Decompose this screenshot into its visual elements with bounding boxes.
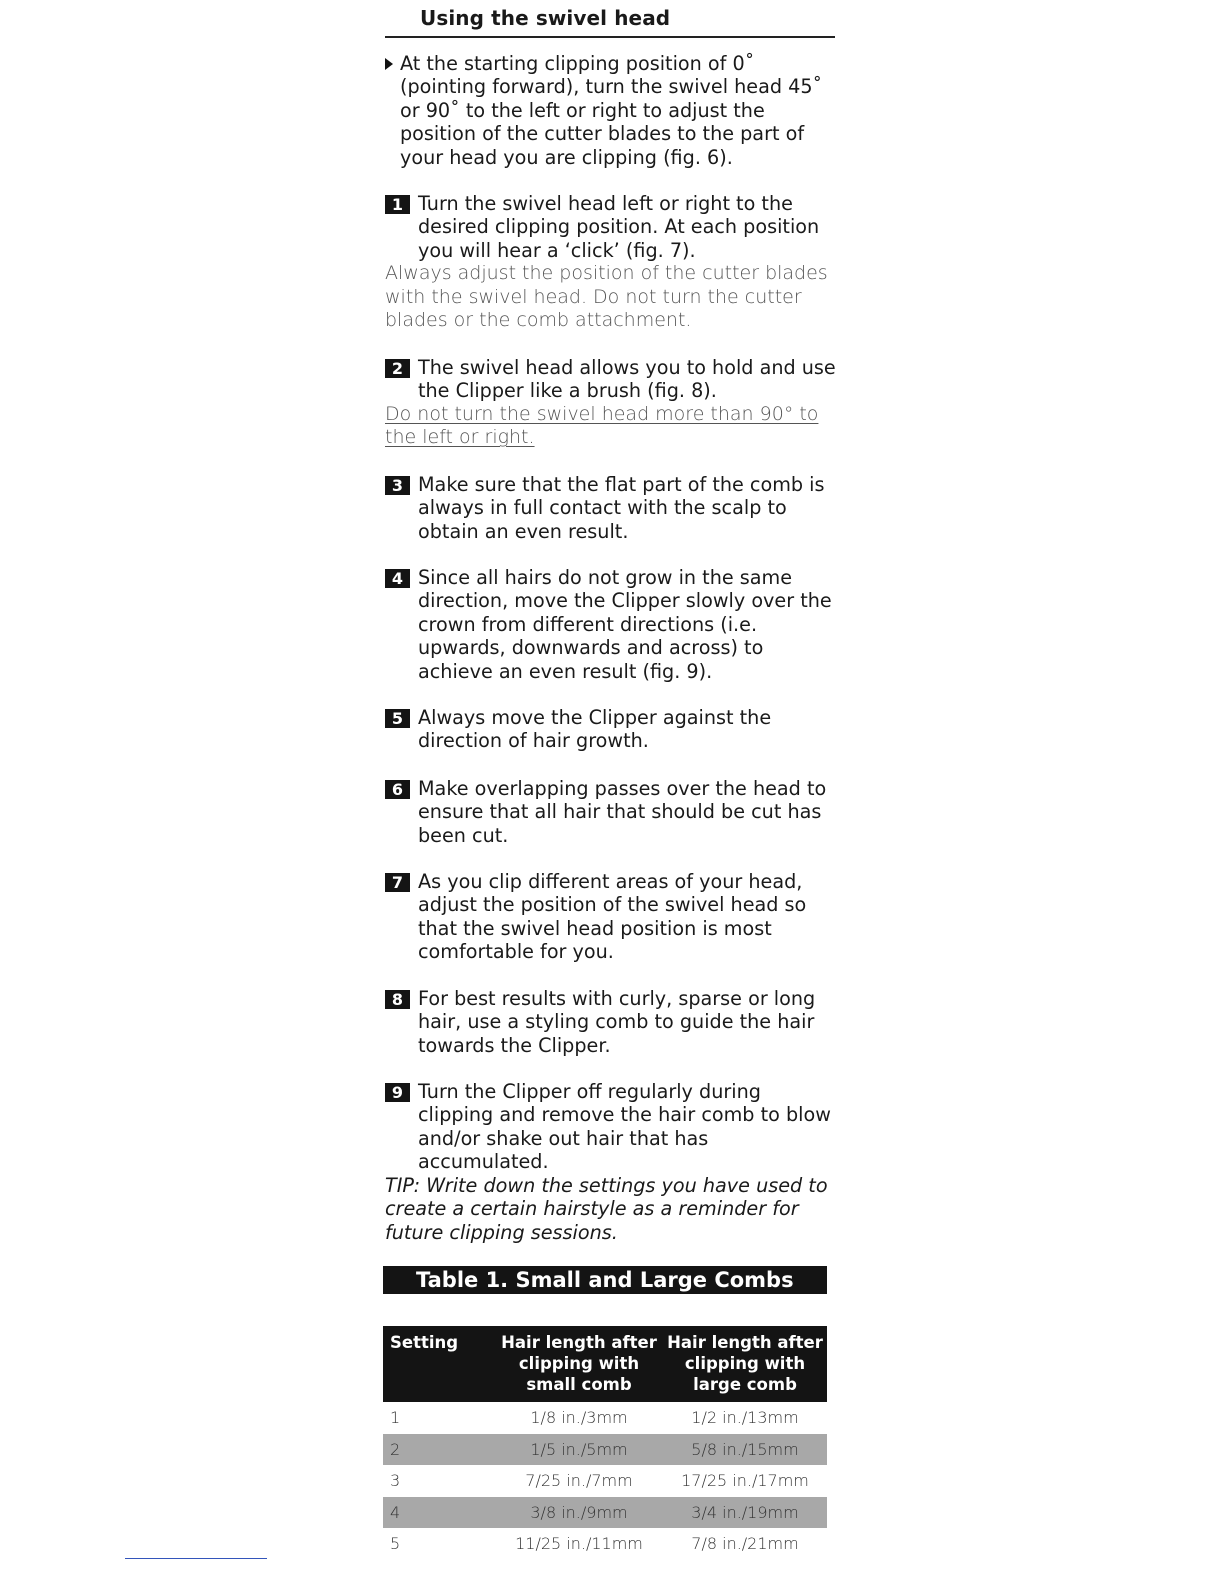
- table-row: [383, 1528, 827, 1560]
- cell-small-comb: 1/8 in./3mm: [530, 1408, 628, 1427]
- footnote-rule: [125, 1558, 267, 1559]
- header-large-comb: Hair length after clipping with large comb: [667, 1333, 823, 1394]
- step-7: [385, 870, 837, 964]
- step-text: Always move the Clipper against the direction of hair growth.: [418, 706, 772, 753]
- section-heading: Using the swivel head: [420, 6, 671, 30]
- step-number: 7: [385, 873, 410, 892]
- cell-setting: 4: [390, 1502, 401, 1522]
- cell-small-comb: 3/8 in./9mm: [530, 1502, 628, 1522]
- step-text: As you clip different areas of your head, adjust the position of the swivel head so that the swivel head position is most comfortable for you.: [418, 870, 807, 964]
- combs-table: [383, 1326, 827, 1560]
- table-header-row: [383, 1326, 827, 1402]
- step-2: [385, 356, 837, 450]
- cell-large-comb: 1/2 in./13mm: [691, 1408, 799, 1427]
- heading-rule: [385, 36, 835, 38]
- header-small-comb: Hair length after clipping with small comb: [501, 1333, 657, 1394]
- step-text: Make overlapping passes over the head to ensure that all hair that should be cut has been cut.: [418, 777, 827, 847]
- cell-setting: 1: [390, 1408, 401, 1427]
- step-text: Since all hairs do not grow in the same direction, move the Clipper slowly over the crown from different directions (i.e. upwards, downwards and across) to achieve an even result (fig. 9).: [418, 566, 832, 683]
- step-3: [385, 473, 837, 543]
- table-row: [383, 1402, 827, 1434]
- cell-small-comb: 7/25 in./7mm: [525, 1471, 633, 1490]
- step-text: For best results with curly, sparse or long hair, use a styling comb to guide the hair towards the Clipper.: [418, 987, 816, 1057]
- step-number: 6: [385, 780, 410, 799]
- step-text: Make sure that the flat part of the comb is always in full contact with the scalp to obtain an even result.: [418, 473, 825, 543]
- table-title: Table 1. Small and Large Combs: [383, 1266, 827, 1294]
- cell-small-comb: 11/25 in./11mm: [515, 1534, 643, 1553]
- cell-large-comb: 7/8 in./21mm: [691, 1534, 799, 1553]
- cell-large-comb: 5/8 in./15mm: [691, 1439, 799, 1459]
- step-number: 4: [385, 569, 410, 588]
- step-warning: Do not turn the swivel head more than 90° to the left or right.: [385, 402, 819, 449]
- table-row: [383, 1465, 827, 1497]
- step-4: [385, 566, 837, 683]
- cell-setting: 5: [390, 1534, 401, 1553]
- step-number: 5: [385, 709, 410, 728]
- step-text: The swivel head allows you to hold and use the Clipper like a brush (fig. 8).: [418, 356, 836, 403]
- cell-setting: 3: [390, 1471, 401, 1490]
- cell-large-comb: 3/4 in./19mm: [691, 1502, 799, 1522]
- cell-large-comb: 17/25 in./17mm: [681, 1471, 809, 1490]
- step-number: 8: [385, 990, 410, 1009]
- step-text: Turn the Clipper off regularly during clipping and remove the hair comb to blow and/or shake out hair that has accumulated.: [418, 1080, 831, 1174]
- tip-paragraph: TIP: Write down the settings you have used to create a certain hairstyle as a reminder for future clipping sessions.: [385, 1174, 828, 1244]
- header-setting: Setting: [390, 1333, 459, 1352]
- step-6: [385, 777, 837, 847]
- step-number: 3: [385, 476, 410, 495]
- step-5: [385, 706, 837, 753]
- step-8: [385, 987, 837, 1057]
- step-text: Turn the swivel head left or right to the desired clipping position. At each position you will hear a ‘click’ (fig. 7).: [418, 192, 820, 262]
- table-row: [383, 1434, 827, 1466]
- step-9: [385, 1080, 837, 1174]
- intro-text: At the starting clipping position of 0˚ (pointing forward), turn the swivel head 45˚ or 90˚ to the left or right to adjust the position of the cutter blades to the part of your head you are clipping (fig. 6).: [400, 52, 823, 169]
- cell-setting: 2: [390, 1439, 401, 1459]
- cell-small-comb: 1/5 in./5mm: [530, 1439, 628, 1459]
- step-1: [385, 192, 837, 332]
- step-number: 9: [385, 1083, 410, 1102]
- table-row: [383, 1497, 827, 1529]
- intro-paragraph: [385, 52, 837, 169]
- step-number: 2: [385, 359, 410, 378]
- bullet-triangle-icon: [385, 58, 393, 70]
- step-note: Always adjust the position of the cutter blades with the swivel head. Do not turn the cutter blades or the comb attachment.: [385, 262, 828, 332]
- step-number: 1: [385, 195, 410, 214]
